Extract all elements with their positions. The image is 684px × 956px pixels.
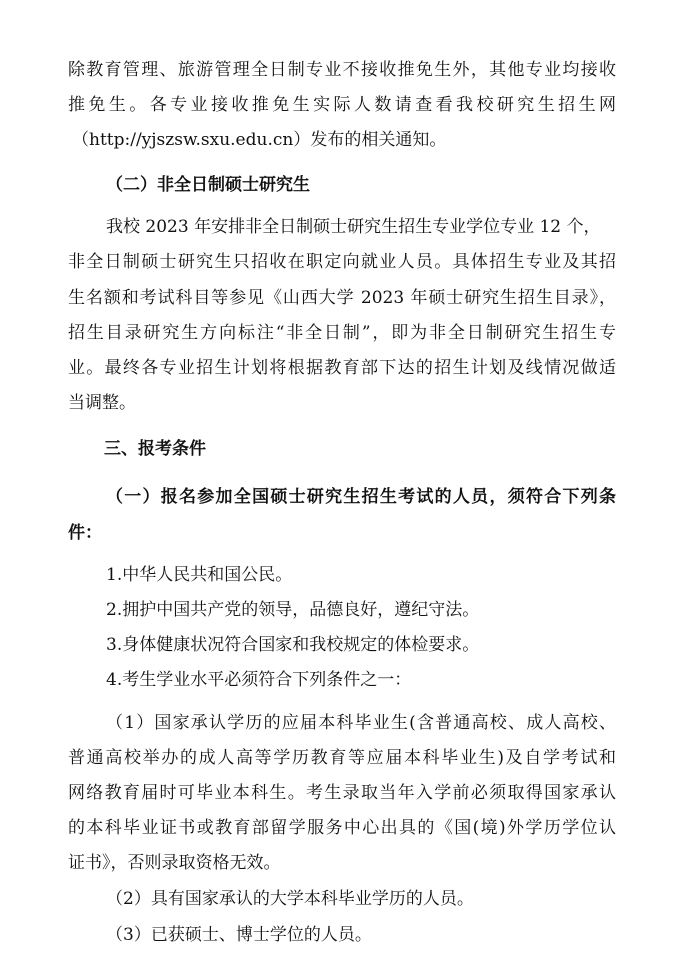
paragraph-line: 招生目录研究生方向标注“非全日制”，即为非全日制研究生招生专 (68, 323, 616, 343)
section-heading: （二）非全日制硕士研究生 (106, 175, 310, 195)
paragraph-line: 非全日制硕士研究生只招收在职定向就业人员。具体招生专业及其招 (68, 252, 616, 272)
paragraph-line: （http://yjszsw.sxu.edu.cn）发布的相关通知。 (72, 130, 447, 150)
paragraph-line: 当调整。 (68, 393, 136, 413)
paragraph-line: 证书》，否则录取资格无效。 (68, 853, 281, 873)
list-item: （2）具有国家承认的大学本科毕业学历的人员。 (106, 889, 474, 909)
paragraph-line: 的本科毕业证书或教育部留学服务中心出具的《国(境)外学历学位认 (68, 818, 616, 838)
list-item: （1）国家承认学历的应届本科毕业生(含普通高校、成人高校、 (106, 713, 616, 733)
list-item: 4.考生学业水平必须符合下列条件之一： (106, 670, 412, 690)
list-item: （3）已获硕士、博士学位的人员。 (106, 925, 372, 945)
paragraph-line: 我校 2023 年安排非全日制硕士研究生招生专业学位专业 12 个， (106, 217, 601, 237)
subsection-heading: 件： (68, 523, 102, 543)
subsection-heading: （一）报名参加全国硕士研究生招生考试的人员，须符合下列条 (106, 487, 616, 507)
paragraph-line: 普通高校举办的成人高等学历教育等应届本科毕业生)及自学考试和 (68, 748, 616, 768)
list-item: 3.身体健康状况符合国家和我校规定的体检要求。 (106, 635, 480, 655)
list-item: 1.中华人民共和国公民。 (106, 565, 293, 585)
list-item: 2.拥护中国共产党的领导，品德良好，遵纪守法。 (106, 600, 480, 620)
paragraph-line: 推免生。各专业接收推免生实际人数请查看我校研究生招生网 (68, 95, 616, 115)
paragraph-line: 业。最终各专业招生计划将根据教育部下达的招生计划及线情况做适 (68, 358, 616, 378)
paragraph-line: 网络教育届时可毕业本科生。考生录取当年入学前必须取得国家承认 (68, 783, 616, 803)
section-heading: 三、报考条件 (104, 439, 206, 459)
paragraph-line: 生名额和考试科目等参见《山西大学 2023 年硕士研究生招生目录》， (68, 288, 616, 308)
paragraph-line: 除教育管理、旅游管理全日制专业不接收推免生外，其他专业均接收 (68, 60, 616, 80)
